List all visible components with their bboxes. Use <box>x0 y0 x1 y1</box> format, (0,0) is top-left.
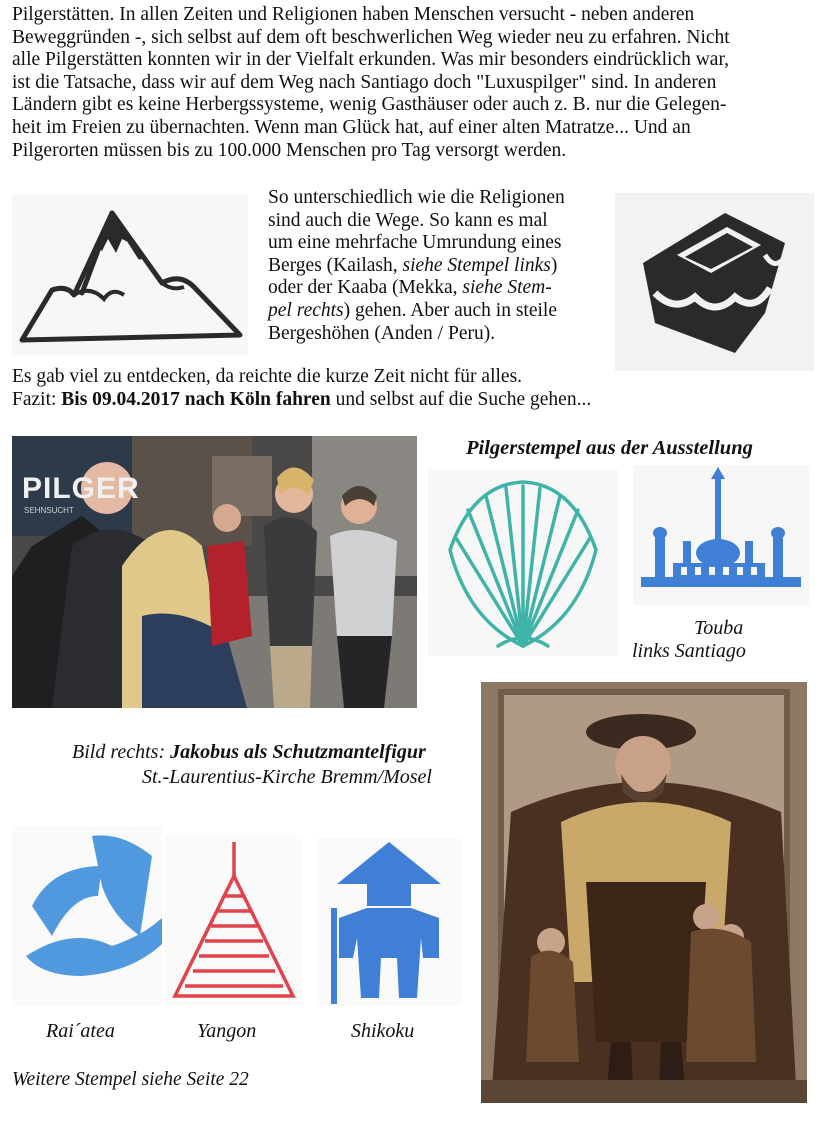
intro-line: heit im Freien zu übernachten. Wenn man Glück hat, auf einer alten Matratze... Und an <box>12 116 691 138</box>
side-text-fragment: oder der Kaaba (Mekka, <box>268 277 463 299</box>
touba-stamp-image <box>633 465 809 605</box>
side-line <box>268 300 598 323</box>
jakobus-caption-line2: St.-Laurentius-Kirche Bremm/Mosel <box>142 766 432 788</box>
jakobus-caption-bold: Jakobus als Schutzmantelfigur <box>170 741 426 763</box>
side-text-italic: siehe Stem- <box>462 277 552 299</box>
jakobus-caption-line1 <box>72 741 426 764</box>
side-text-italic: siehe Stempel links <box>402 254 551 276</box>
jakobus-caption-prefix: Bild rechts: <box>72 741 171 763</box>
side-line: sind auch die Wege. So kann es mal <box>268 209 548 231</box>
pilger-sign-title: PILGER <box>22 472 140 505</box>
intro-line: alle Pilgerstätten konnten wir in der Vielfalt erkunden. Was mir besonders eindrücklich war, <box>12 49 730 71</box>
side-line: So unterschiedlich wie die Religionen <box>268 187 565 208</box>
footer-note: Weitere Stempel siehe Seite 22 <box>12 1069 249 1090</box>
raiatea-stamp-image <box>12 826 162 1006</box>
touba-caption-line2: links Santiago <box>632 640 746 662</box>
yangon-stamp-image <box>165 836 303 1006</box>
pilger-sign-subtitle: SEHNSUCHT <box>24 506 74 515</box>
side-text-italic: pel rechts <box>268 299 344 321</box>
side-line <box>268 255 598 278</box>
touba-caption-line1: Touba <box>694 617 744 639</box>
intro-line: Pilgerorten müssen bis zu 100.000 Menschen pro Tag versorgt werden. <box>12 139 567 161</box>
shikoku-stamp-image <box>317 838 461 1006</box>
side-line: um eine mehrfache Umrundung eines <box>268 232 562 254</box>
fazit-line <box>12 389 591 412</box>
stamp-label-yangon: Yangon <box>197 1020 257 1042</box>
stamps-heading: Pilgerstempel aus der Ausstellung <box>466 437 753 459</box>
jakobus-statue-photo <box>481 682 807 1103</box>
intro-paragraph <box>12 4 812 162</box>
intro-line: Pilgerstätten. In allen Zeiten und Religionen haben Menschen versucht - neben anderen <box>12 4 695 25</box>
fazit-bold: Bis 09.04.2017 nach Köln fahren <box>61 389 331 410</box>
intro-line: Beweggründen -, sich selbst auf dem oft beschwerlichen Weg wieder neu zu erfahren. Nicht <box>12 26 730 48</box>
side-text-fragment: ) <box>550 254 558 276</box>
stamp-label-shikoku: Shikoku <box>351 1020 415 1042</box>
side-line <box>268 277 598 300</box>
side-text <box>268 187 598 345</box>
side-line: Bergeshöhen (Anden / Peru). <box>268 322 496 344</box>
fazit-label: Fazit: <box>12 389 62 410</box>
stamp-label-raiatea: Rai´atea <box>46 1020 115 1042</box>
scallop-stamp-image <box>428 470 618 656</box>
kailash-stamp-image <box>12 195 248 355</box>
intro-line: ist die Tatsache, dass wir auf dem Weg nach Santiago doch "Luxuspilger" sind. In anderen <box>12 71 717 93</box>
conclusion-line: Es gab viel zu entdecken, da reichte die kurze Zeit nicht für alles. <box>12 366 523 387</box>
side-text-fragment: ) gehen. Aber auch in steile <box>343 299 557 321</box>
side-text-fragment: Berges (Kailash, <box>268 254 403 276</box>
intro-line: Ländern gibt es keine Herbergssysteme, wenig Gasthäuser oder auch z. B. nur die Gelegen- <box>12 94 727 116</box>
exhibition-photo <box>12 436 417 708</box>
kaaba-stamp-image <box>615 193 814 371</box>
fazit-rest: und selbst auf die Suche gehen... <box>330 389 592 410</box>
